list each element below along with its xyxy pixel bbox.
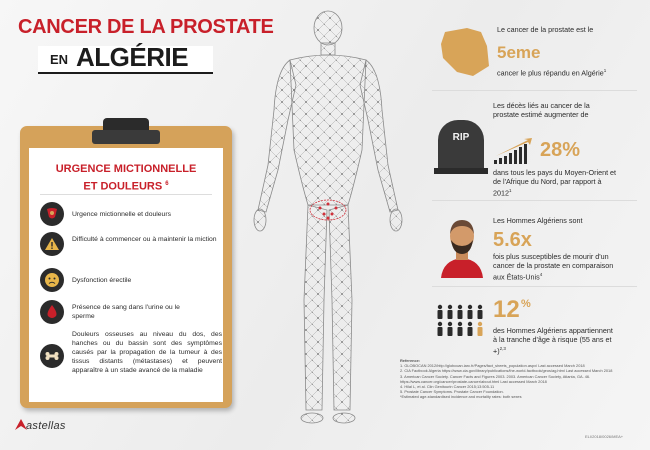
rank-pre-text: Le cancer de la prostate est le [497, 25, 594, 34]
deaths-post-text [493, 168, 618, 197]
men-pre-text: Les Hommes Algériens sont [493, 216, 583, 225]
divider [432, 90, 637, 91]
references [400, 358, 640, 400]
symptom-text: Urgence mictionnelle et douleurs [72, 211, 171, 218]
document-code: ELI/2018/0026/MEA+ [585, 434, 624, 439]
age-post-label: des Hommes Algériens appartiennent à la tranche d'âge à risque (55 ans et +) [493, 326, 613, 356]
rank-post-text [497, 66, 627, 77]
sad-face-icon [40, 268, 64, 292]
clipboard-title-line1: URGENCE MICTIONNELLE [55, 163, 197, 175]
reference-item: 4. Hilal L, et al. Clin Genitourin Cancer 2015;13:505-11 [400, 384, 495, 390]
blood-drop-icon [40, 300, 64, 324]
reference-item: 3. American Cancer Society. Cancer Facts and Figures 2003. 2003. American Cancer Society, Atlanta, GA. 46. https://www.cancer.org/cancer/prostate-cancer/about.html Last accessed March 2018 [400, 373, 591, 384]
divider [40, 194, 212, 195]
men-sup: 4 [539, 272, 543, 277]
references-heading: Reference: [400, 358, 421, 363]
bladder-icon [40, 202, 64, 226]
people-group-icon [436, 304, 488, 338]
algeria-map-icon [437, 26, 493, 78]
reference-item: 1. GLOBOCAN 2012/http://globocan.iarc.fr/Pages/fact_sheets_population.aspx/ Last accessed March 2018 [400, 363, 585, 369]
reference-item: 5. Prostate Cancer Symptoms. Prostate Cancer Foundation. [400, 389, 504, 395]
symptom-text: Difficulté à commencer ou à maintenir la miction [72, 236, 217, 243]
rank-sup: 1 [603, 68, 607, 73]
age-sup: 2,3 [499, 346, 506, 351]
age-post-text [493, 326, 618, 355]
reference-item: *Estimated age-standardised incidence and mortality rates: both sexes [400, 394, 522, 400]
divider [432, 286, 637, 287]
rank-big-value: 5eme [497, 43, 541, 62]
divider [432, 200, 637, 201]
human-wireframe-figure [228, 0, 428, 450]
men-big-value: 5.6x [493, 229, 532, 251]
clipboard-clip-base [92, 130, 160, 144]
astellas-logo: astellas [26, 420, 66, 432]
symptom-text: Présence de sang dans l'urine ou le sperme [72, 304, 180, 320]
warning-icon [40, 232, 64, 256]
tombstone-label: RIP [452, 132, 470, 143]
tombstone-icon [438, 120, 484, 172]
deaths-post-label: dans tous les pays du Moyen-Orient et de l'Afrique du Nord, par rapport à 2012 [493, 168, 617, 198]
deaths-big-value: 28% [540, 139, 581, 161]
man-avatar-icon [439, 216, 485, 278]
reference-item: 2. CIA Factbook Algeria https://www.cia.gov/library/publications/the-world-factbook/geos/ag.html Last accessed March 2018 [400, 368, 613, 374]
men-post-label: fois plus susceptibles de mourir d'un cancer de la prostate en comparaison aux États-Unis [493, 252, 614, 282]
rank-post-label: cancer le plus répandu en Algérie [497, 68, 604, 78]
clipboard-title-sup: 6 [165, 181, 169, 187]
symptom-text: Douleurs osseuses au niveau du dos, des hanches ou du bassin sont des symptômes causés par la propagation de la tumeur à des tissus distants (métastases) et peuvent apparaître à un stade avancé de la maladie [72, 331, 222, 374]
page-title: CANCER DE LA PROSTATE [18, 16, 274, 38]
title-country: ALGÉRIE [76, 42, 189, 72]
tombstone-base [434, 168, 488, 174]
clipboard-title-line2: ET DOULEURS [83, 180, 163, 193]
rising-bars-icon [494, 138, 538, 166]
age-big-value: 12 [493, 296, 520, 323]
bone-icon [40, 344, 64, 368]
clipboard-title [40, 162, 212, 195]
symptom-text: Dysfonction érectile [72, 277, 132, 284]
men-post-text [493, 252, 618, 281]
age-percent: % [521, 298, 531, 310]
title-en: EN [50, 52, 69, 67]
deaths-sup: 1 [509, 188, 512, 193]
deaths-pre-text: Les décès liés au cancer de la prostate estimé augmenter de [493, 101, 590, 119]
